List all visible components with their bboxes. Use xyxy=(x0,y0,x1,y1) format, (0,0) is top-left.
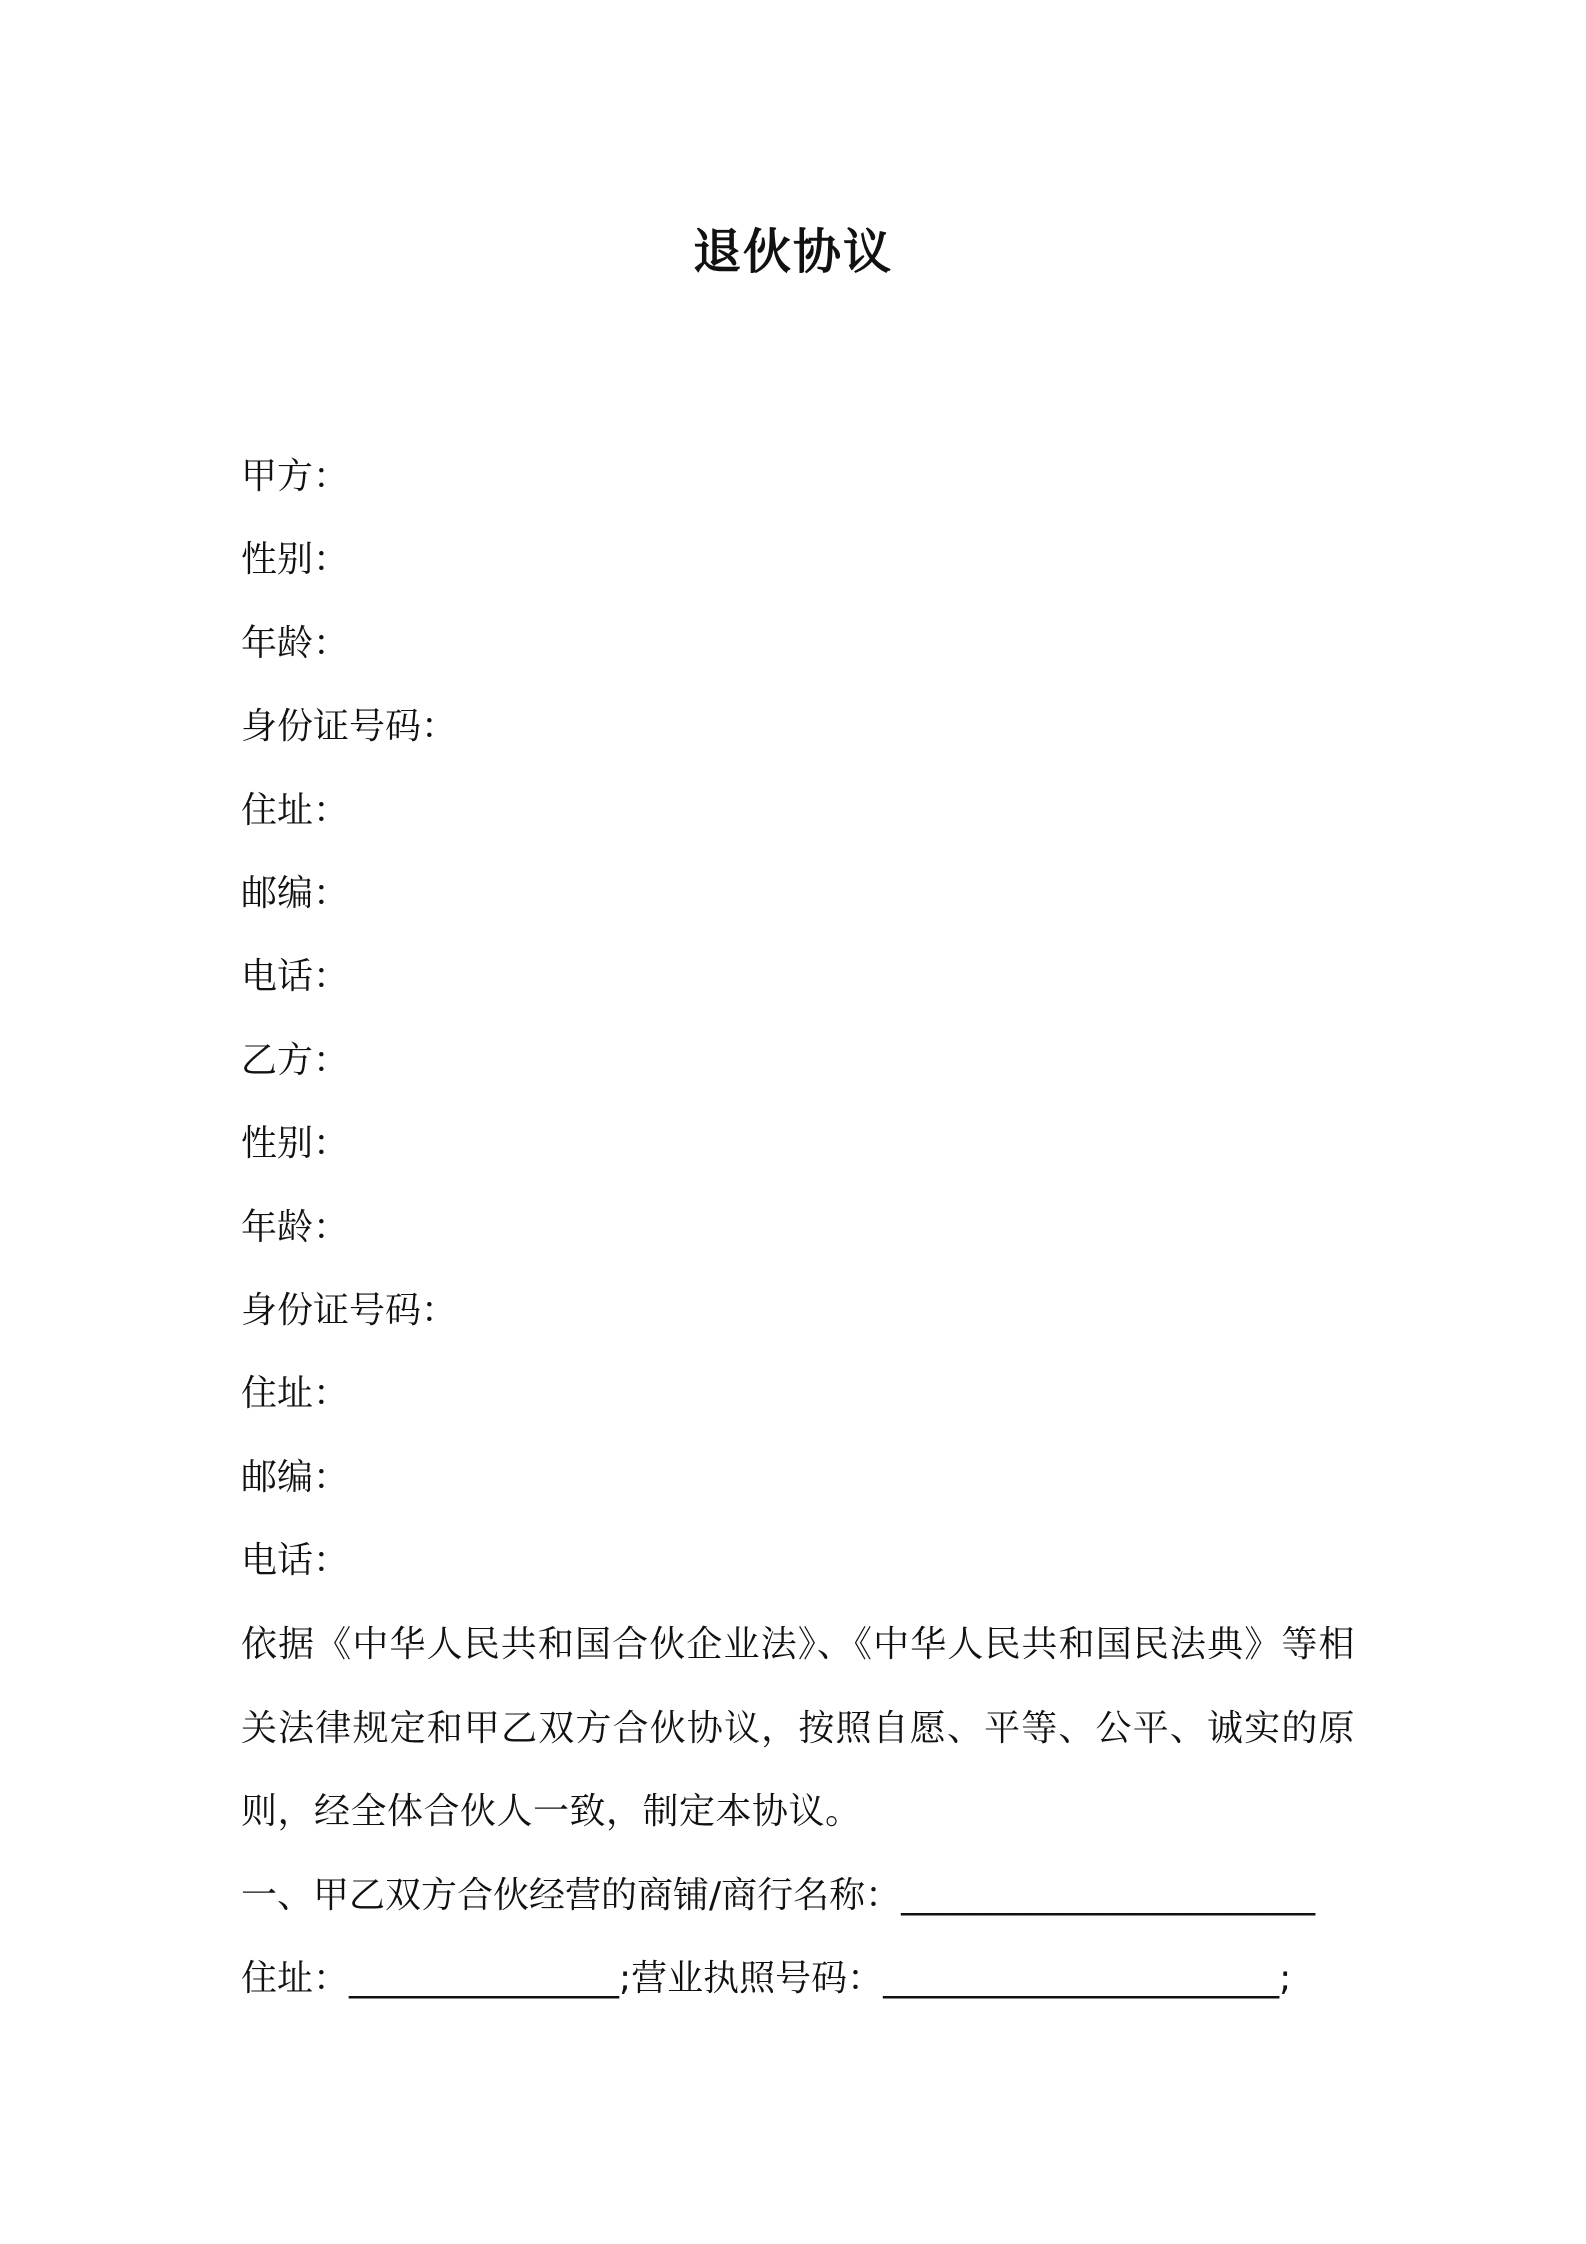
party-b-address: 住址： xyxy=(241,1373,350,1415)
preamble-wrap xyxy=(241,1603,1355,2020)
party-a-gender: 性别： xyxy=(241,539,350,581)
document-title: 退伙协议 xyxy=(692,224,893,280)
clause-1-line-2: 住址：_______________;营业执照号码：______________________; xyxy=(241,1958,1292,2000)
document-body xyxy=(241,448,1355,2020)
party-a-address: 住址： xyxy=(241,789,350,831)
clause-1-line-1: 一、甲乙双方合伙经营的商铺/商行名称：_______________________ xyxy=(241,1874,1316,1916)
party-b-section xyxy=(241,1032,1355,1616)
party-a-section xyxy=(241,448,1355,1032)
party-b-phone: 电话： xyxy=(241,1540,350,1582)
party-b-id-number: 身份证号码： xyxy=(241,1289,458,1331)
party-a-postcode: 邮编： xyxy=(241,872,350,914)
party-a-age: 年龄： xyxy=(241,622,350,664)
party-a-label: 甲方： xyxy=(241,456,350,497)
party-b-label: 乙方： xyxy=(241,1039,350,1081)
preamble-paragraph: 依据《中华人民共和国合伙企业法》、《中华人民共和国民法典》等相关法律规定和甲乙双方合伙协议，按照自愿、平等、公平、诚实的原则，经全体合伙人一致，制定本协议。 xyxy=(241,1624,1355,1833)
party-b-age: 年龄： xyxy=(241,1206,350,1248)
party-b-postcode: 邮编： xyxy=(241,1456,350,1498)
party-b-gender: 性别： xyxy=(241,1123,350,1165)
party-a-phone: 电话： xyxy=(241,956,350,998)
party-a-id-number: 身份证号码： xyxy=(241,706,458,748)
